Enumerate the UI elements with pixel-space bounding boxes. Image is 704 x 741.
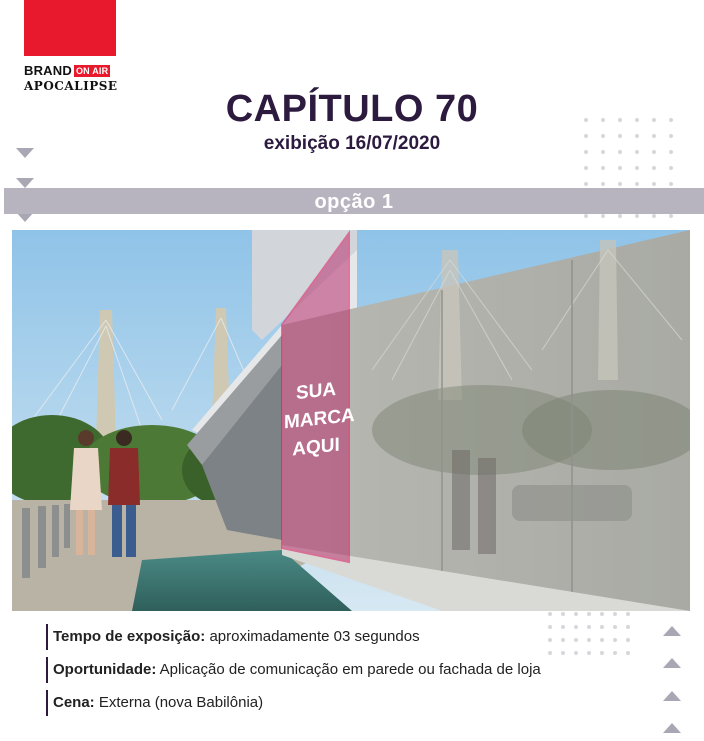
detail-label: Tempo de exposição: xyxy=(53,628,206,645)
detail-value: aproximadamente 03 segundos xyxy=(209,628,420,645)
triangle-up-icon xyxy=(663,626,681,636)
triangle-down-icon xyxy=(16,148,34,158)
scene-photo xyxy=(12,230,690,611)
detail-label: Oportunidade: xyxy=(53,661,157,678)
placement-line-3: AQUI xyxy=(292,434,340,461)
detail-opportunity xyxy=(46,657,541,683)
placement-line-1: SUA xyxy=(295,378,337,405)
on-air-badge: ON AIR xyxy=(75,66,109,76)
triangle-up-icon xyxy=(663,691,681,701)
detail-value: Externa (nova Babilônia) xyxy=(98,694,264,711)
detail-exposure xyxy=(46,624,420,650)
detail-value: Aplicação de comunicação em parede ou fachada de loja xyxy=(159,661,541,678)
exhibition-date: exibição 16/07/2020 xyxy=(263,133,441,154)
chapter-title: CAPÍTULO 70 xyxy=(225,88,479,130)
brand-logo-block xyxy=(24,0,116,56)
dot-grid-icon xyxy=(548,612,638,660)
detail-label: Cena: xyxy=(53,694,95,711)
placement-line-2: MARCA xyxy=(284,404,355,434)
brand-logo-text xyxy=(24,63,110,78)
detail-scene xyxy=(46,690,263,716)
brand-name: BRAND xyxy=(24,63,72,78)
triangle-down-icon xyxy=(16,178,34,188)
triangle-up-icon xyxy=(663,723,681,733)
option-label: opção 1 xyxy=(314,191,394,213)
show-name: APOCALIPSE xyxy=(24,79,118,93)
option-bar xyxy=(4,188,704,214)
placement-text xyxy=(284,375,355,466)
triangle-up-icon xyxy=(663,658,681,668)
